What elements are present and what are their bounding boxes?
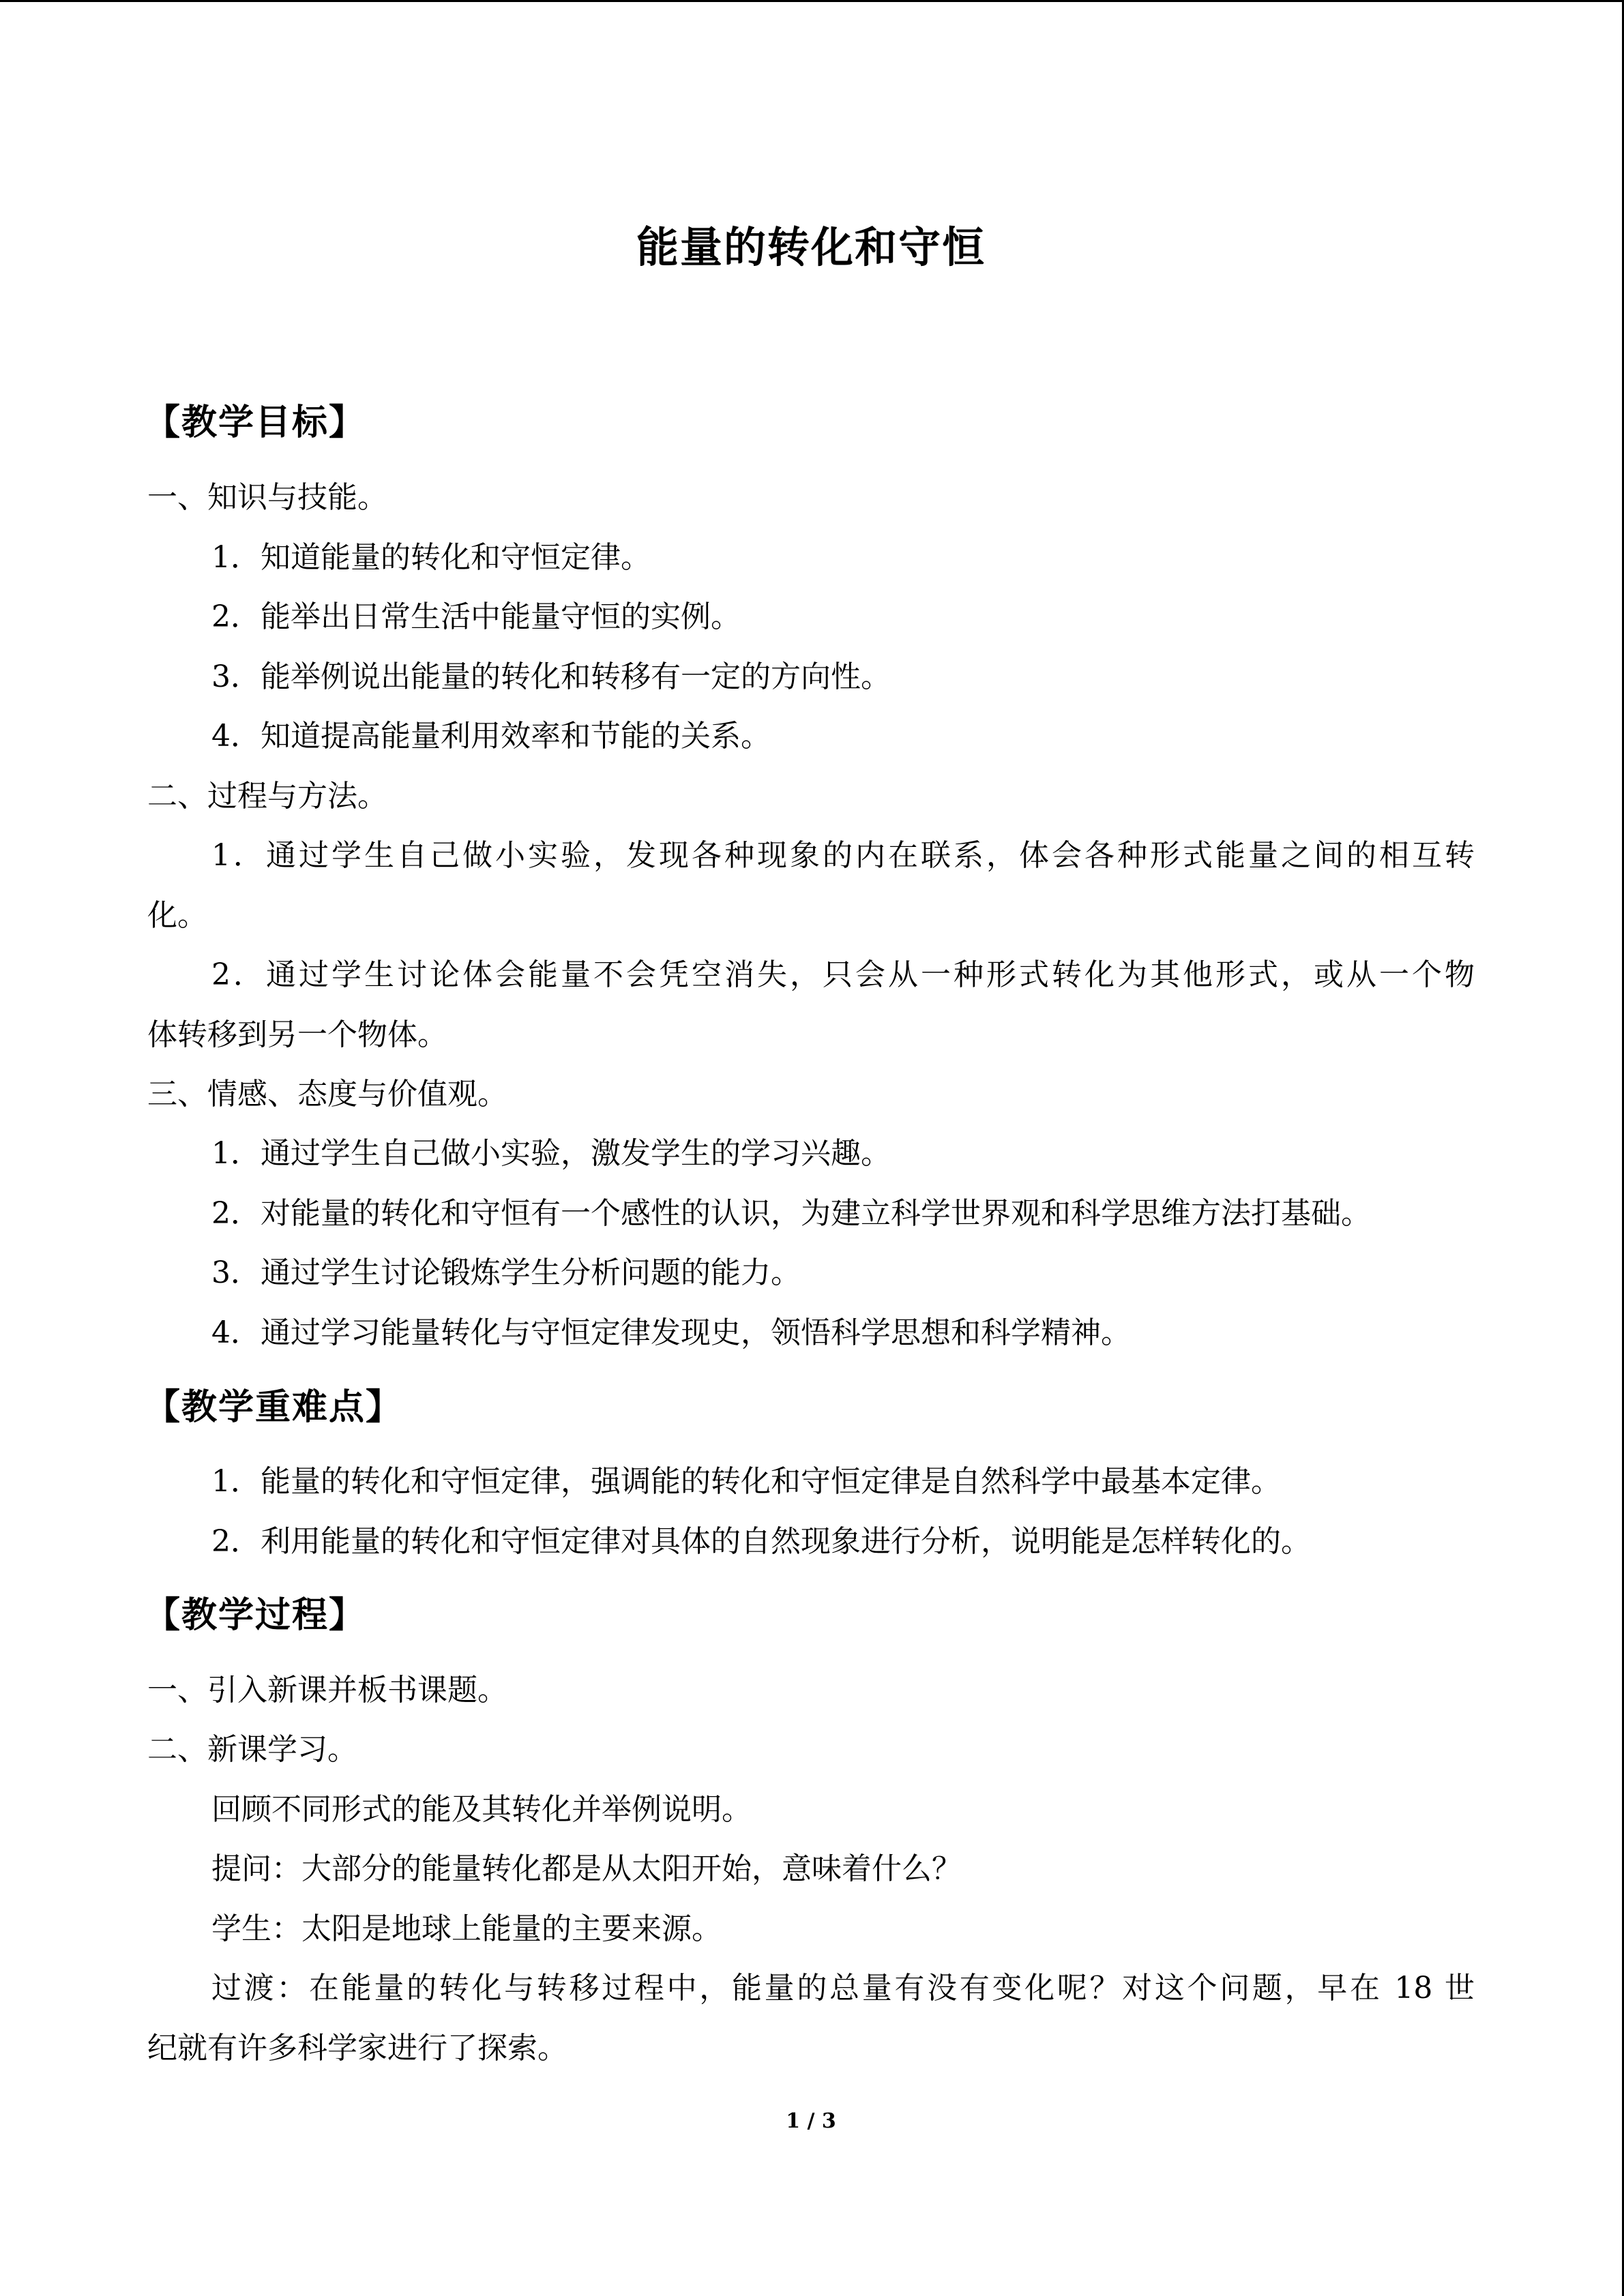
objectives-group1-item-4: 4．知道提高能量利用效率和节能的关系。 xyxy=(211,719,771,754)
key-points-item-1: 1．能量的转化和守恒定律，强调能的转化和守恒定律是自然科学中最基本定律。 xyxy=(211,1464,1281,1499)
process-paragraph-2: 提问：大部分的能量转化都是从太阳开始，意味着什么？ xyxy=(211,1851,962,1886)
document-title: 能量的转化和守恒 xyxy=(636,222,986,272)
process-transition-line-1: 过渡：在能量的转化与转移过程中，能量的总量有没有变化呢？对这个问题，早在 18 世 xyxy=(211,1971,1475,2006)
key-points-item-2: 2．利用能量的转化和守恒定律对具体的自然现象进行分析，说明能是怎样转化的。 xyxy=(211,1524,1311,1559)
objectives-group2-item-1-line-2: 化。 xyxy=(147,898,207,933)
objectives-group2-label: 二、过程与方法。 xyxy=(147,779,387,814)
process-paragraph-3: 学生：太阳是地球上能量的主要来源。 xyxy=(211,1911,722,1946)
objectives-group1-item-3: 3．能举例说出能量的转化和转移有一定的方向性。 xyxy=(211,659,891,694)
objectives-group3-item-3: 3．通过学生讨论锻炼学生分析问题的能力。 xyxy=(211,1255,801,1290)
process-paragraph-1: 回顾不同形式的能及其转化并举例说明。 xyxy=(211,1792,752,1827)
page-indicator: 1 / 3 xyxy=(786,2109,836,2133)
process-transition-line-2: 纪就有许多科学家进行了探索。 xyxy=(147,2031,567,2066)
objectives-group1-label: 一、知识与技能。 xyxy=(147,480,387,515)
process-step-2: 二、新课学习。 xyxy=(147,1732,357,1767)
section-heading-objectives: 【教学目标】 xyxy=(145,402,366,443)
objectives-group3-item-4: 4．通过学习能量转化与守恒定律发现史，领悟科学思想和科学精神。 xyxy=(211,1315,1131,1350)
objectives-group3-item-1: 1．通过学生自己做小实验，激发学生的学习兴趣。 xyxy=(211,1136,891,1171)
objectives-group2-item-1-line-1: 1．通过学生自己做小实验，发现各种现象的内在联系，体会各种形式能量之间的相互转 xyxy=(211,838,1475,873)
objectives-group1-item-2: 2．能举出日常生活中能量守恒的实例。 xyxy=(211,599,741,634)
objectives-group3-label: 三、情感、态度与价值观。 xyxy=(147,1077,507,1112)
objectives-group2-item-2-line-2: 体转移到另一个物体。 xyxy=(147,1017,447,1052)
section-heading-process: 【教学过程】 xyxy=(145,1595,366,1636)
section-heading-key-points: 【教学重难点】 xyxy=(145,1387,403,1428)
process-step-1: 一、引入新课并板书课题。 xyxy=(147,1673,507,1708)
objectives-group3-item-2: 2．对能量的转化和守恒有一个感性的认识，为建立科学世界观和科学思维方法打基础。 xyxy=(211,1196,1371,1231)
objectives-group1-item-1: 1．知道能量的转化和守恒定律。 xyxy=(211,540,651,575)
objectives-group2-item-2-line-1: 2．通过学生讨论体会能量不会凭空消失，只会从一种形式转化为其他形式，或从一个物 xyxy=(211,957,1475,992)
